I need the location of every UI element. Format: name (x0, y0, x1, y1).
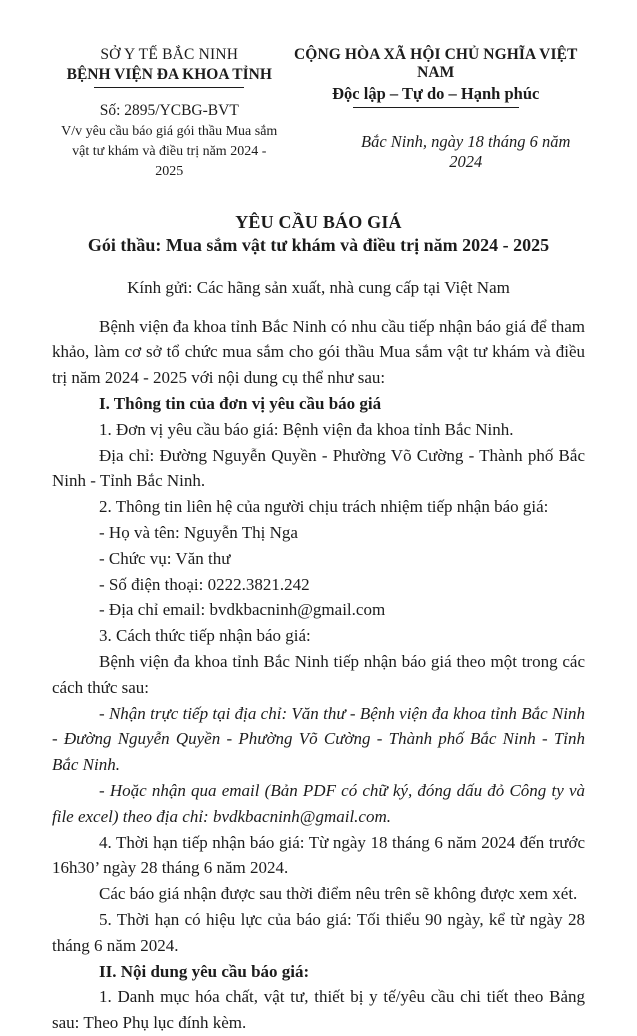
org-name: BỆNH VIỆN ĐA KHOA TỈNH (66, 66, 272, 83)
document-subtitle: Gói thầu: Mua sắm vật tư khám và điều trị năm 2024 - 2025 (87, 234, 550, 255)
paragraph-7: - Chức vụ: Văn thư (99, 548, 231, 568)
paragraph-15: Các báo giá nhận được sau thời điểm nêu trên sẽ không được xem xét. (99, 884, 578, 904)
paragraph-3: 1. Đơn vị yêu cầu báo giá: Bệnh viện đa khoa tỉnh Bắc Ninh. (99, 419, 514, 439)
paragraph-18: 1. Danh mục hóa chất, vật tư, thiết bị y tế/yêu cầu chi tiết theo Bảng sau: Theo Phụ lục đính kèm. (52, 987, 585, 1033)
paragraph-2: I. Thông tin của đơn vị yêu cầu báo giá (99, 394, 382, 414)
paragraph-13: - Hoặc nhận qua email (Bản PDF có chữ ký, đóng dấu đỏ Công ty và file excel) theo địa chỉ: bvdkbacninh@gmail.com. (52, 780, 585, 826)
national-motto-line1: CỘNG HÒA XÃ HỘI CHỦ NGHĨA VIỆT NAM (294, 46, 578, 81)
parent-org-name: SỞ Y TẾ BẮC NINH (100, 46, 239, 63)
national-motto-line2: Độc lập – Tự do – Hạnh phúc (332, 84, 540, 103)
paragraph-16: 5. Thời hạn có hiệu lực của báo giá: Tối thiểu 90 ngày, kể từ ngày 28 tháng 6 năm 2024. (52, 909, 585, 955)
paragraph-11: Bệnh viện đa khoa tỉnh Bắc Ninh tiếp nhận báo giá theo một trong các cách thức sau: (52, 651, 585, 697)
paragraph-12: - Nhận trực tiếp tại địa chỉ: Văn thư - Bệnh viện đa khoa tỉnh Bắc Ninh - Đường Nguyễn Quyền - Phường Võ Cường - Thành phố Bắc Ninh - Tỉnh Bắc Ninh. (52, 703, 585, 775)
national-motto-block (287, 46, 585, 172)
paragraph-10: 3. Cách thức tiếp nhận báo giá: (99, 626, 311, 646)
paragraph-4: Địa chỉ: Đường Nguyễn Quyền - Phường Võ Cường - Thành phố Bắc Ninh - Tỉnh Bắc Ninh. (52, 445, 585, 491)
document-header (52, 46, 585, 182)
document-number: Số: 2895/YCBG-BVT (99, 102, 239, 119)
salutation-line: Kính gửi: Các hãng sản xuất, nhà cung cấp tại Việt Nam (127, 277, 510, 297)
paragraph-6: - Họ và tên: Nguyễn Thị Nga (99, 523, 298, 542)
document-title-block (52, 212, 585, 256)
paragraph-14: 4. Thời hạn tiếp nhận báo giá: Từ ngày 18 tháng 6 năm 2024 đến trước 16h30’ ngày 28 tháng 6 năm 2024. (52, 832, 585, 878)
place-date-line: Bắc Ninh, ngày 18 tháng 6 năm 2024 (361, 132, 571, 171)
motto-underline (353, 107, 519, 108)
paragraph-5: 2. Thông tin liên hệ của người chịu trách nhiệm tiếp nhận báo giá: (99, 497, 549, 517)
paragraph-1: Bệnh viện đa khoa tỉnh Bắc Ninh có nhu cầu tiếp nhận báo giá để tham khảo, làm cơ sở tổ chức mua sắm cho gói thầu Mua sắm vật tư khám và điều trị năm 2024 - 2025 với nội dung cụ thể như sau: (52, 316, 585, 388)
org-name-underline (94, 87, 244, 88)
paragraph-17: II. Nội dung yêu cầu báo giá: (99, 961, 310, 981)
document-title: YÊU CẦU BÁO GIÁ (235, 211, 402, 232)
paragraph-9: - Địa chỉ email: bvdkbacninh@gmail.com (99, 600, 386, 620)
paragraph-8: - Số điện thoại: 0222.3821.242 (99, 574, 310, 594)
document-body (52, 314, 585, 1036)
issuing-org-block (52, 46, 287, 182)
document-subject: V/v yêu cầu báo giá gói thầu Mua sắm vật tư khám và điều trị năm 2024 - 2025 (61, 124, 278, 179)
